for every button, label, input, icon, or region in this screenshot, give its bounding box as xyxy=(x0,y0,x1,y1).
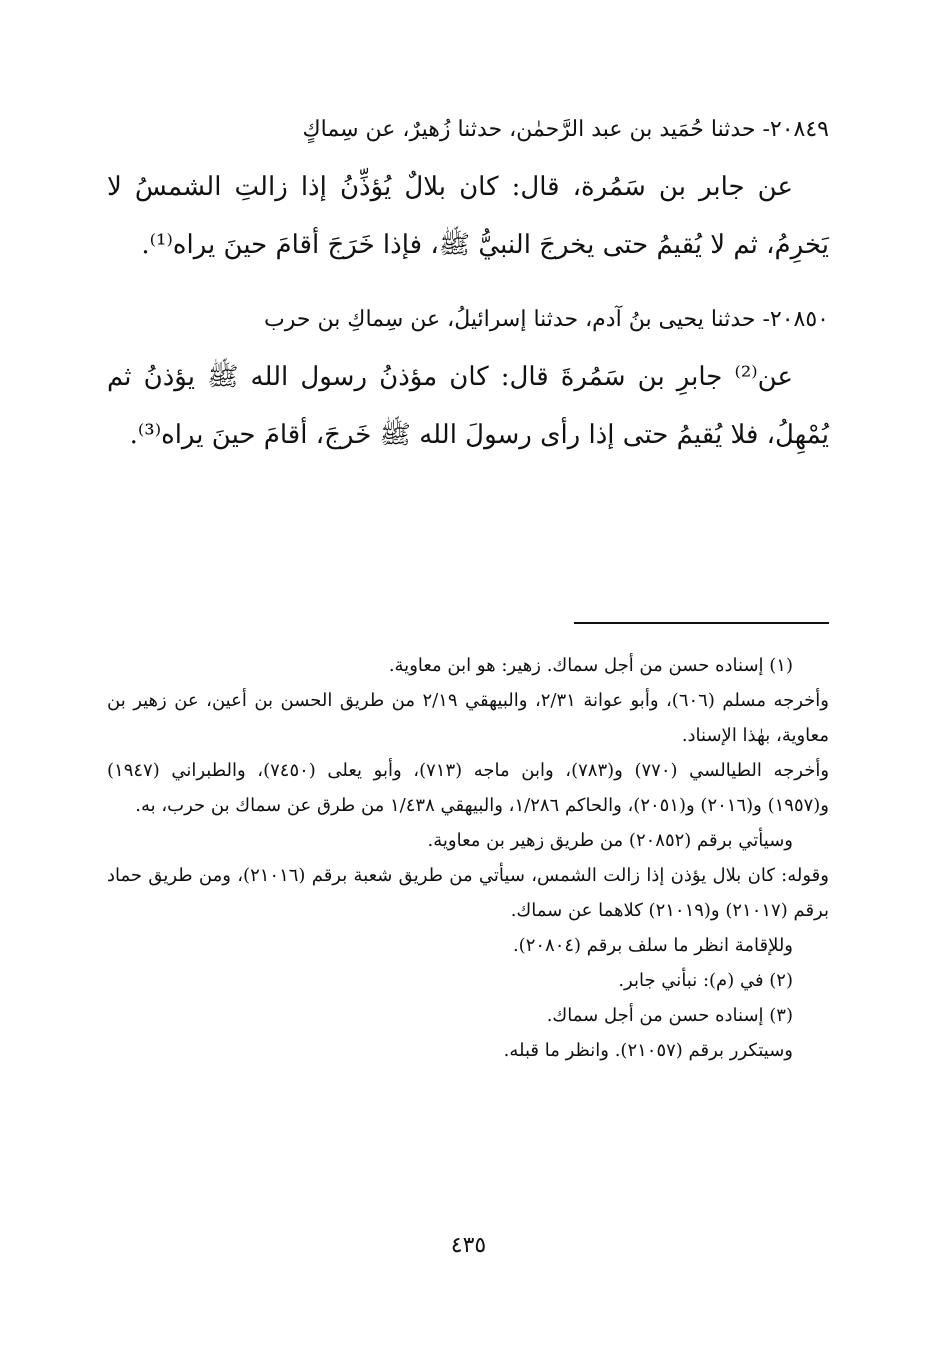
footnote-line: وسيتكرر برقم (٢١٠٥٧). وانظر ما قبله. xyxy=(503,1040,793,1061)
footnote-line: (١) إسناده حسن من أجل سماك. زهير: هو ابن معاوية. xyxy=(388,655,793,676)
footnotes xyxy=(107,648,829,1068)
hadith-20850 xyxy=(107,298,829,464)
hadith-text: عن جابر بن سَمُرة، قال: كان بلالٌ يُؤذِّنُ إذا زالتِ الشمسُ لا يَخرِمُ، ثم لا يُقيمُ حتى يخرجَ النبيُّ ﷺ، فإذا خَرَجَ أقامَ حينَ يراه⁽¹⁾. xyxy=(107,172,829,260)
hadith-20849 xyxy=(107,108,829,274)
page-number: ٤٣٥ xyxy=(450,1233,487,1258)
footnote-line: وقوله: كان بلال يؤذن إذا زالت الشمس، سيأتي من طريق شعبة برقم (٢١٠١٦)، ومن طريق حماد برقم (٢١٠١٧) و(٢١٠١٩) كلاهما عن سماك. xyxy=(107,865,829,921)
hadith-chain: ٢٠٨٥٠- حدثنا يحيى بنُ آدم، حدثنا إسرائيلُ، عن سِماكِ بن حرب xyxy=(264,307,829,332)
footnote-divider xyxy=(574,622,829,624)
footnote-line: (٣) إسناده حسن من أجل سماك. xyxy=(546,1005,793,1026)
main-text xyxy=(107,108,829,488)
hadith-text: عن⁽²⁾ جابرِ بن سَمُرةَ قال: كان مؤذنُ رسول الله ﷺ يؤذنُ ثم يُمْهِلُ، فلا يُقيمُ حتى إذا رأى رسولَ الله ﷺ خَرجَ، أقامَ حينَ يراه⁽³⁾. xyxy=(107,362,829,450)
footnote-line: وسيأتي برقم (٢٠٨٥٢) من طريق زهير بن معاوية. xyxy=(427,830,793,851)
footnote-line: وأخرجه مسلم (٦٠٦)، وأبو عوانة ٢/٣١، والبيهقي ٢/١٩ من طريق الحسن بن أعين، عن زهير بن معاوية، بهٰذا الإسناد. xyxy=(107,690,829,746)
footnote-line: وللإقامة انظر ما سلف برقم (٢٠٨٠٤). xyxy=(512,935,793,956)
hadith-chain: ٢٠٨٤٩- حدثنا حُمَيد بن عبد الرَّحمٰن، حدثنا زُهيرٌ، عن سِماكٍ xyxy=(302,117,829,142)
footnote-line: وأخرجه الطيالسي (٧٧٠) و(٧٨٣)، وابن ماجه (٧١٣)، وأبو يعلى (٧٤٥٠)، والطبراني (١٩٤٧) و(١٩٥٧) و(٢٠١٦) و(٢٠٥١)، والحاكم ١/٢٨٦، والبيهقي ١/٤٣٨ من طرق عن سماك بن حرب، به. xyxy=(107,760,830,816)
footnote-line: (٢) في (م): نبأني جابر. xyxy=(618,970,793,991)
